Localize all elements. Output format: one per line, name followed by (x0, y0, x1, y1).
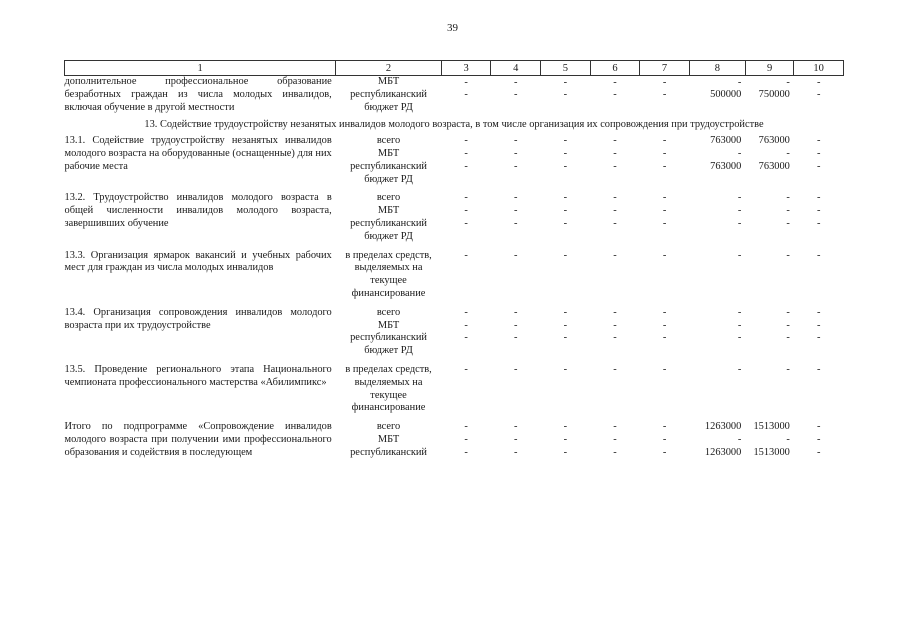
value-col-9 (745, 307, 794, 358)
funding-source: республиканский бюджет РД (350, 217, 427, 242)
value-cell: - (662, 135, 667, 147)
funding-source: республиканский бюджет РД (350, 160, 427, 185)
value-cell: 1263000 (704, 446, 742, 458)
funding-source: всего (376, 421, 401, 433)
value-cell: - (563, 446, 568, 458)
value-cell: - (662, 192, 667, 204)
value-cell: - (613, 217, 617, 229)
value-col-3 (441, 250, 491, 301)
value-col-5 (541, 307, 591, 358)
value-cell: - (737, 306, 742, 318)
value-cell: - (513, 76, 518, 88)
value-cell: - (613, 249, 617, 261)
value-cell: - (563, 89, 568, 101)
value-cell: - (563, 76, 568, 88)
value-cell: - (513, 446, 518, 458)
value-cell: - (464, 160, 468, 172)
funding-source: всего (376, 192, 401, 204)
column-header-9: 9 (745, 61, 794, 76)
value-col-3 (441, 421, 491, 459)
value-col-5 (541, 421, 591, 459)
value-col-9 (745, 250, 794, 301)
value-col-9 (745, 364, 794, 415)
value-cell: - (563, 421, 568, 433)
funding-source-cell (336, 421, 442, 459)
value-cell: - (662, 89, 667, 101)
value-cell: - (737, 249, 742, 261)
value-cell: - (662, 332, 667, 344)
value-cell: - (613, 205, 617, 217)
value-cell: - (464, 89, 468, 101)
value-col-5 (541, 76, 591, 115)
value-col-3 (441, 192, 491, 243)
value-col-6 (590, 135, 640, 186)
value-col-8 (689, 307, 745, 358)
funding-source: республиканский бюджет РД (350, 332, 427, 357)
value-cell: - (816, 217, 821, 229)
value-col-9 (745, 135, 794, 186)
value-col-9 (745, 192, 794, 243)
table-row (65, 250, 844, 301)
value-col-9 (745, 76, 794, 115)
table-row (65, 135, 844, 186)
value-cell: - (786, 319, 790, 331)
activity-name: 13.5. Проведение регионального этапа Национального чемпионата профессионального мастерства «Абилимпикс» (64, 363, 332, 388)
value-col-5 (541, 250, 591, 301)
budget-table (64, 60, 844, 460)
value-cell: 750000 (758, 89, 790, 101)
activity-name: Итого по подпрограмме «Сопровождение инвалидов молодого возраста при получении ими профессионального образования и содействия в последующем (64, 421, 332, 458)
column-header-7: 7 (640, 61, 690, 76)
value-cell: - (513, 332, 518, 344)
value-cell: - (513, 89, 518, 101)
value-col-7 (640, 192, 690, 243)
value-cell: - (613, 363, 617, 375)
value-col-4 (491, 250, 541, 301)
value-cell: - (513, 433, 518, 445)
value-col-4 (491, 135, 541, 186)
value-cell: - (662, 205, 667, 217)
value-cell: - (816, 147, 821, 159)
value-col-7 (640, 421, 690, 459)
value-cell: - (737, 433, 742, 445)
value-cell: - (513, 160, 518, 172)
value-cell: - (662, 363, 667, 375)
value-cell: - (613, 421, 617, 433)
value-cell: - (563, 217, 568, 229)
value-cell: - (464, 147, 468, 159)
value-col-7 (640, 250, 690, 301)
funding-source-cell (336, 192, 442, 243)
funding-source: республиканский (350, 446, 427, 458)
funding-source-cell (336, 76, 442, 115)
value-col-8 (689, 76, 745, 115)
value-cell: - (816, 319, 821, 331)
value-cell: - (816, 249, 821, 261)
value-cell: - (737, 205, 742, 217)
value-cell: - (563, 135, 568, 147)
funding-source-cell (336, 307, 442, 358)
value-cell: - (816, 192, 821, 204)
value-cell: - (464, 421, 468, 433)
value-cell: - (816, 76, 821, 88)
value-cell: - (563, 433, 568, 445)
value-col-8 (689, 364, 745, 415)
value-cell: - (513, 306, 518, 318)
value-col-4 (491, 364, 541, 415)
value-cell: - (464, 135, 468, 147)
value-cell: - (662, 217, 667, 229)
value-col-6 (590, 76, 640, 115)
activity-name: 13.4. Организация сопровождения инвалидов молодого возраста при их трудоустройстве (64, 306, 332, 331)
value-col-4 (491, 76, 541, 115)
value-cell: - (816, 306, 821, 318)
value-col-10 (794, 364, 844, 415)
value-cell: - (464, 446, 468, 458)
funding-source-cell (336, 250, 442, 301)
value-col-10 (794, 421, 844, 459)
value-cell: - (786, 205, 790, 217)
table-row (65, 364, 844, 415)
value-cell: - (737, 332, 742, 344)
value-cell: - (662, 76, 667, 88)
value-cell: - (662, 433, 667, 445)
value-cell: - (662, 249, 667, 261)
activity-name: дополнительное профессиональное образование безработных граждан из числа молодых инвалидов, включая обучение в другой местности (64, 76, 332, 113)
value-col-7 (640, 135, 690, 186)
value-cell: - (786, 433, 790, 445)
value-cell: - (737, 319, 742, 331)
column-header-8: 8 (689, 61, 745, 76)
table-row (65, 421, 844, 459)
section-heading: 13. Содействие трудоустройству незанятых инвалидов молодого возраста, в том числе организация их сопровождения при трудоустройстве (144, 119, 764, 131)
value-cell: - (613, 306, 617, 318)
funding-source: всего (376, 135, 401, 147)
column-header-5: 5 (541, 61, 591, 76)
value-cell: - (786, 363, 790, 375)
value-cell: - (563, 249, 568, 261)
column-header-2: 2 (336, 61, 442, 76)
value-cell: 1513000 (753, 421, 790, 433)
funding-source: МБТ (377, 205, 400, 217)
activity-name: 13.3. Организация ярмарок вакансий и учебных рабочих мест для граждан из числа молодых инвалидов (64, 249, 332, 274)
value-col-10 (794, 250, 844, 301)
funding-source-cell (336, 364, 442, 415)
value-col-7 (640, 76, 690, 115)
value-cell: - (563, 363, 568, 375)
value-cell: - (613, 135, 617, 147)
value-cell: - (563, 192, 568, 204)
value-cell: - (464, 76, 468, 88)
value-cell: - (816, 160, 821, 172)
value-cell: - (464, 306, 468, 318)
value-cell: - (563, 147, 568, 159)
funding-source-cell (336, 135, 442, 186)
value-cell: - (737, 147, 742, 159)
value-cell: - (613, 433, 617, 445)
funding-source: МБТ (377, 147, 400, 159)
table-row (65, 192, 844, 243)
value-cell: - (816, 433, 821, 445)
value-cell: - (786, 217, 790, 229)
value-cell: - (563, 332, 568, 344)
value-col-3 (441, 135, 491, 186)
column-header-1: 1 (65, 61, 336, 76)
value-cell: - (613, 89, 617, 101)
value-col-7 (640, 364, 690, 415)
value-cell: - (816, 363, 821, 375)
value-cell: - (662, 147, 667, 159)
value-cell: - (513, 192, 518, 204)
value-cell: - (816, 421, 821, 433)
value-col-8 (689, 421, 745, 459)
column-header-3: 3 (441, 61, 491, 76)
value-cell: - (613, 76, 617, 88)
value-cell: - (786, 249, 790, 261)
value-cell: 1513000 (753, 446, 790, 458)
activity-name: 13.1. Содействие трудоустройству незанятых инвалидов молодого возраста на оборудованные (оснащенные) для них рабочие места (64, 135, 332, 172)
value-col-6 (590, 364, 640, 415)
value-col-4 (491, 307, 541, 358)
value-cell: - (816, 205, 821, 217)
value-cell: - (464, 433, 468, 445)
value-col-3 (441, 76, 491, 115)
funding-source: МБТ (377, 433, 400, 445)
value-cell: - (513, 205, 518, 217)
value-col-6 (590, 250, 640, 301)
funding-source: МБТ (377, 319, 400, 331)
funding-source: МБТ (377, 76, 400, 87)
value-cell: 1263000 (704, 421, 742, 433)
value-cell: - (786, 332, 790, 344)
value-cell: - (513, 249, 518, 261)
value-cell: - (563, 160, 568, 172)
value-cell: - (513, 363, 518, 375)
value-col-5 (541, 364, 591, 415)
section-row (65, 114, 844, 135)
value-col-9 (745, 421, 794, 459)
value-cell: - (513, 421, 518, 433)
column-header-4: 4 (491, 61, 541, 76)
column-header-6: 6 (590, 61, 640, 76)
value-cell: - (786, 306, 790, 318)
value-cell: - (737, 363, 742, 375)
value-cell: - (563, 319, 568, 331)
value-col-5 (541, 192, 591, 243)
value-col-8 (689, 250, 745, 301)
value-cell: 500000 (710, 89, 742, 101)
value-cell: - (613, 147, 617, 159)
value-cell: - (563, 205, 568, 217)
table-row (65, 307, 844, 358)
value-col-4 (491, 192, 541, 243)
value-cell: - (613, 446, 617, 458)
value-cell: - (513, 135, 518, 147)
value-col-4 (491, 421, 541, 459)
value-cell: 763000 (758, 160, 790, 172)
value-cell: - (662, 446, 667, 458)
table-row (65, 76, 844, 115)
value-cell: - (786, 147, 790, 159)
value-cell: - (464, 205, 468, 217)
value-cell: - (563, 306, 568, 318)
value-col-6 (590, 421, 640, 459)
value-col-10 (794, 135, 844, 186)
value-cell: - (662, 421, 667, 433)
value-cell: - (613, 160, 617, 172)
value-cell: - (513, 147, 518, 159)
value-cell: - (613, 192, 617, 204)
value-cell: - (464, 249, 468, 261)
value-cell: - (613, 319, 617, 331)
value-cell: - (613, 332, 617, 344)
value-col-8 (689, 192, 745, 243)
value-cell: - (816, 446, 821, 458)
value-cell: - (464, 217, 468, 229)
column-header-10: 10 (794, 61, 844, 76)
value-cell: - (662, 160, 667, 172)
value-cell: - (737, 76, 742, 88)
value-cell: - (737, 217, 742, 229)
value-cell: - (816, 89, 821, 101)
funding-source: республиканский бюджет РД (350, 88, 427, 113)
value-cell: - (786, 192, 790, 204)
value-col-10 (794, 192, 844, 243)
value-cell: 763000 (758, 135, 790, 147)
value-col-3 (441, 307, 491, 358)
value-cell: 763000 (710, 135, 742, 147)
value-col-7 (640, 307, 690, 358)
value-cell: - (464, 332, 468, 344)
value-cell: - (816, 135, 821, 147)
value-cell: - (662, 319, 667, 331)
funding-source: всего (376, 306, 401, 318)
value-col-10 (794, 76, 844, 115)
value-cell: - (513, 217, 518, 229)
funding-source: в пределах средств, выделяемых на текущее финансирование (345, 249, 432, 299)
value-cell: - (816, 332, 821, 344)
value-col-10 (794, 307, 844, 358)
value-cell: - (464, 363, 468, 375)
value-col-5 (541, 135, 591, 186)
value-col-3 (441, 364, 491, 415)
value-cell: 763000 (710, 160, 742, 172)
table-body (65, 76, 844, 460)
value-cell: - (513, 319, 518, 331)
value-cell: - (737, 192, 742, 204)
value-cell: - (464, 192, 468, 204)
activity-name: 13.2. Трудоустройство инвалидов молодого возраста в общей численности инвалидов молодого возраста, завершивших обучение (64, 192, 332, 229)
value-col-6 (590, 192, 640, 243)
column-number-header (65, 61, 844, 76)
value-col-6 (590, 307, 640, 358)
value-col-8 (689, 135, 745, 186)
value-cell: - (786, 76, 790, 88)
value-cell: - (662, 306, 667, 318)
value-cell: - (464, 319, 468, 331)
page-number: 39 (447, 22, 458, 34)
funding-source: в пределах средств, выделяемых на текущее финансирование (345, 363, 432, 414)
